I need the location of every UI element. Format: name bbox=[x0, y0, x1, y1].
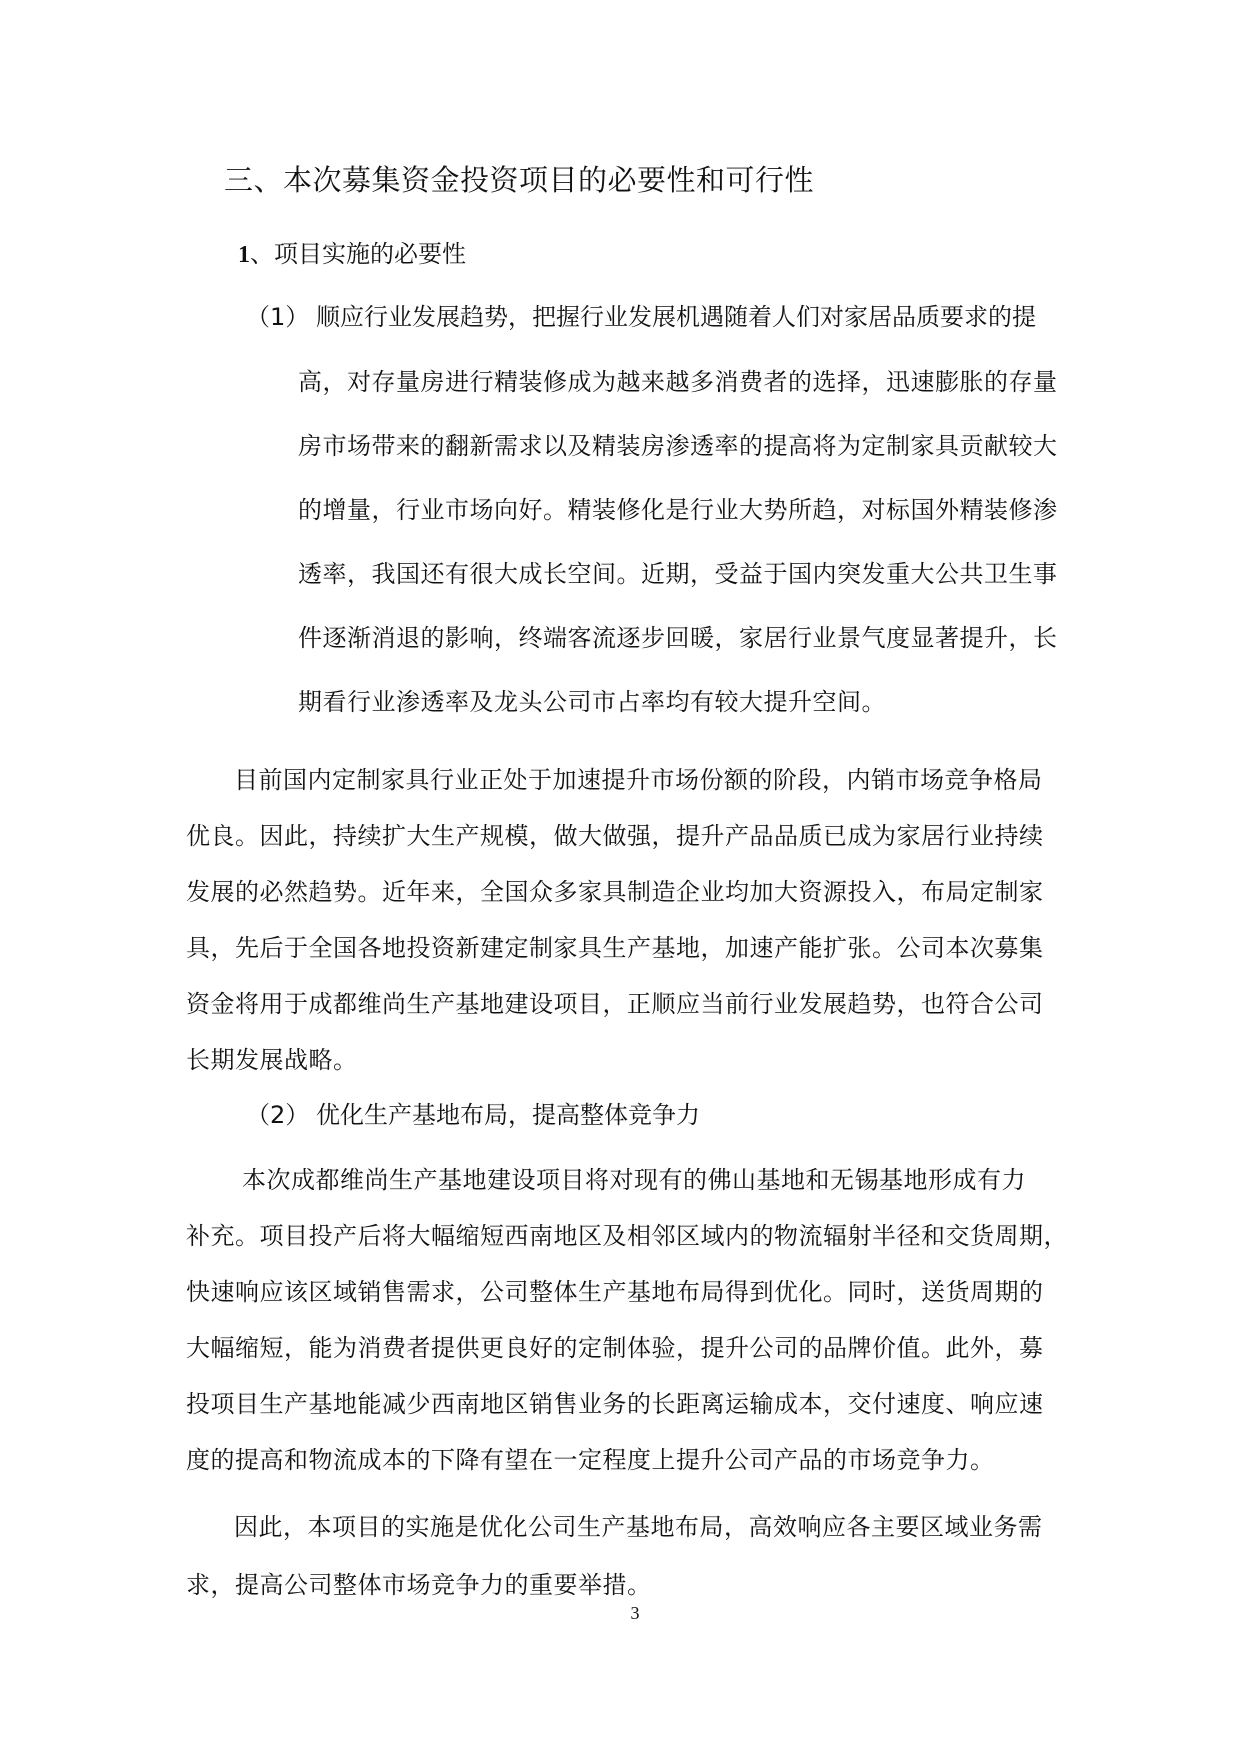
paragraph-1-line-5: 长期发展战略。 bbox=[186, 1046, 358, 1074]
item-1-body bbox=[298, 350, 1058, 734]
paragraph-1-line-0: 目前国内定制家具行业正处于加速提升市场份额的阶段，内销市场竞争格局 bbox=[234, 766, 1043, 794]
item-1-line-5: 件逐渐消退的影响，终端客流逐步回暖，家居行业景气度显著提升，长 bbox=[298, 624, 1058, 652]
item-2-title: 优化生产基地布局，提高整体竞争力 bbox=[316, 1101, 700, 1129]
paragraph-2 bbox=[186, 1152, 1068, 1488]
item-1-line-4: 透率，我国还有很大成长空间。近期，受益于国内突发重大公共卫生事 bbox=[298, 560, 1058, 588]
item-1-line-6: 期看行业渗透率及龙头公司市占率均有较大提升空间。 bbox=[298, 688, 886, 716]
item-1-line-1: 高，对存量房进行精装修成为越来越多消费者的选择，迅速膨胀的存量 bbox=[298, 368, 1058, 396]
paragraph-2-line-1: 补充。项目投产后将大幅缩短西南地区及相邻区域内的物流辐射半径和交货周期， bbox=[186, 1222, 1068, 1250]
item-1-line-3: 的增量，行业市场向好。精装修化是行业大势所趋，对标国外精装修渗 bbox=[298, 496, 1058, 524]
paragraph-2-line-5: 度的提高和物流成本的下降有望在一定程度上提升公司产品的市场竞争力。 bbox=[186, 1446, 995, 1474]
subsection-number: 1 bbox=[238, 242, 250, 268]
item-1-line-2: 房市场带来的翻新需求以及精装房渗透率的提高将为定制家具贡献较大 bbox=[298, 432, 1058, 460]
page-number: 3 bbox=[630, 1603, 640, 1623]
section-heading: 三、本次募集资金投资项目的必要性和可行性 bbox=[224, 163, 815, 197]
subsection-heading bbox=[238, 237, 466, 272]
paragraph-1-line-2: 发展的必然趋势。近年来，全国众多家具制造企业均加大资源投入，布局定制家 bbox=[186, 878, 1044, 906]
paragraph-2-line-4: 投项目生产基地能减少西南地区销售业务的长距离运输成本，交付速度、响应速 bbox=[186, 1390, 1044, 1418]
paragraph-1-line-4: 资金将用于成都维尚生产基地建设项目，正顺应当前行业发展趋势，也符合公司 bbox=[186, 990, 1044, 1018]
paragraph-1-line-3: 具，先后于全国各地投资新建定制家具生产基地，加速产能扩张。公司本次募集 bbox=[186, 934, 1044, 962]
item-1-line-0: 顺应行业发展趋势，把握行业发展机遇随着人们对家居品质要求的提 bbox=[316, 303, 1036, 331]
paragraph-1-line-1: 优良。因此，持续扩大生产规模，做大做强，提升产品品质已成为家居行业持续 bbox=[186, 822, 1044, 850]
paragraph-2-line-3: 大幅缩短，能为消费者提供更良好的定制体验，提升公司的品牌价值。此外，募 bbox=[186, 1334, 1044, 1362]
paragraph-2-line-0: 本次成都维尚生产基地建设项目将对现有的佛山基地和无锡基地形成有力 bbox=[242, 1166, 1026, 1194]
paragraph-3-line-0: 因此，本项目的实施是优化公司生产基地布局，高效响应各主要区域业务需 bbox=[234, 1513, 1043, 1541]
item-1-marker: （1） bbox=[246, 303, 310, 331]
item-1-first-line bbox=[246, 300, 1036, 334]
paragraph-2-line-2: 快速响应该区域销售需求，公司整体生产基地布局得到优化。同时，送货周期的 bbox=[186, 1278, 1044, 1306]
paragraph-1 bbox=[186, 752, 1044, 1088]
subsection-title: 、项目实施的必要性 bbox=[250, 240, 466, 268]
paragraph-3-line-1: 求，提高公司整体市场竞争力的重要举措。 bbox=[186, 1571, 652, 1599]
paragraph-3 bbox=[186, 1498, 1043, 1614]
item-2-heading bbox=[246, 1098, 700, 1132]
item-2-marker: （2） bbox=[246, 1101, 310, 1129]
